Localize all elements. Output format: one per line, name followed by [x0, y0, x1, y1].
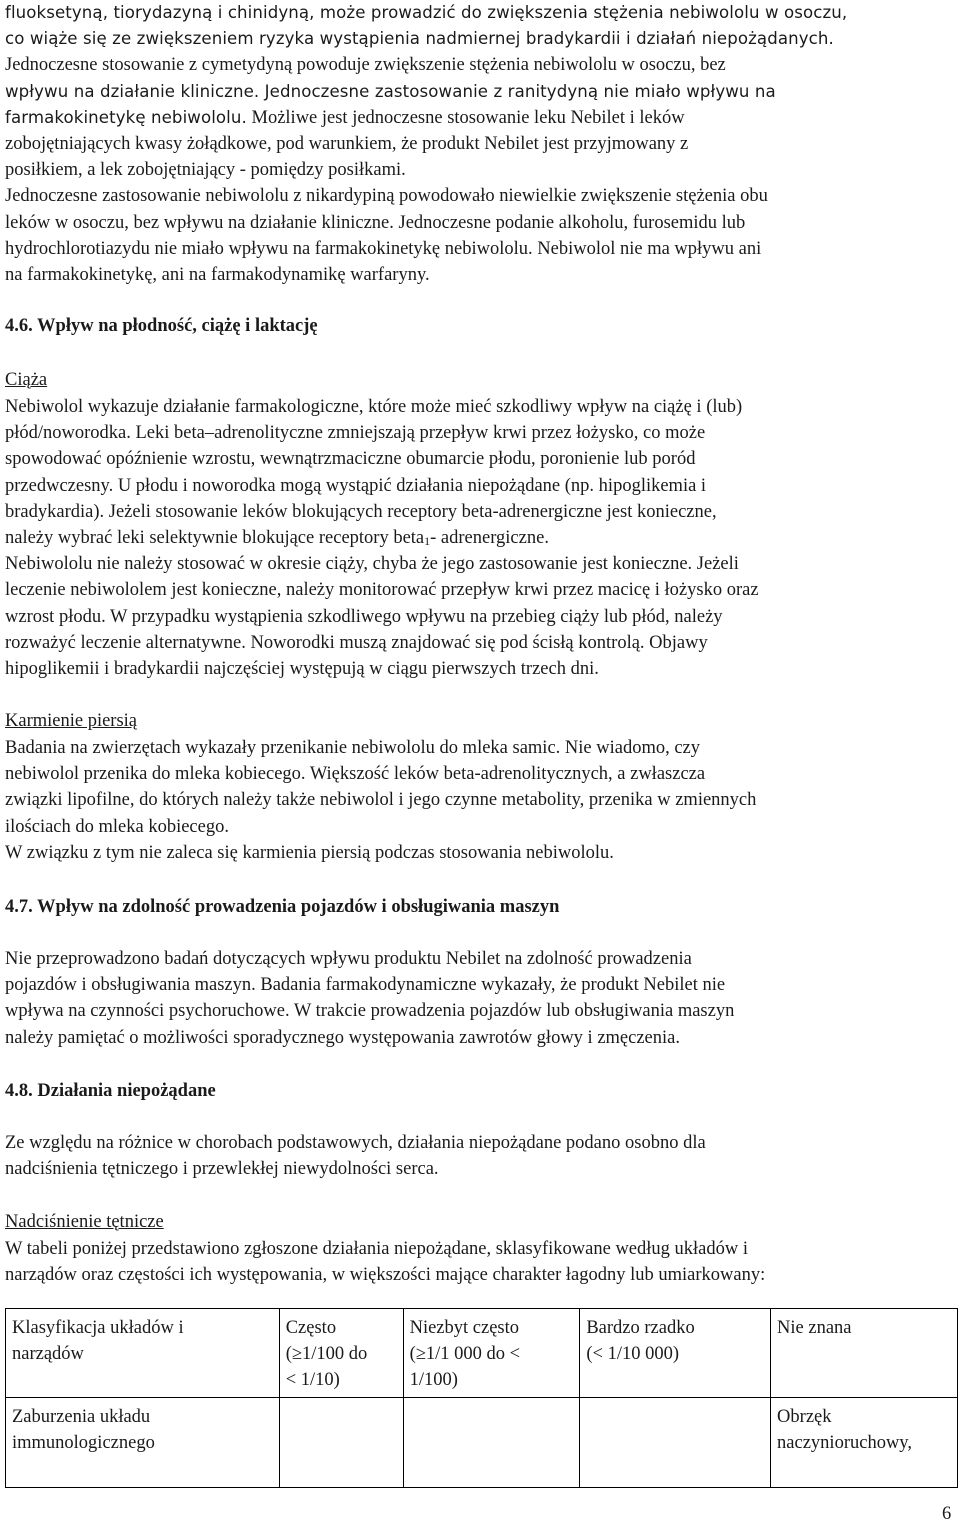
text-line — [5, 105, 950, 131]
cell-line: Bardzo rzadko — [586, 1318, 695, 1338]
cell-line: Zaburzenia układu — [12, 1407, 151, 1427]
text-fragment: - adrenergiczne. — [430, 528, 549, 549]
pregnancy-paragraph — [5, 394, 950, 682]
cell-line: (< 1/10 000) — [586, 1344, 679, 1364]
header-cell-common — [279, 1309, 403, 1398]
text-line: fluoksetyną, tiorydazyną i chinidyną, może prowadzić do zwiększenia stężenia nebiwololu w osoczu, — [5, 3, 848, 22]
header-cell-not-known — [771, 1309, 958, 1398]
cell-line: immunologicznego — [12, 1433, 155, 1453]
text-line: hipoglikemii i bradykardii najczęściej występują w ciągu pierwszych trzech dni. — [5, 659, 599, 680]
text-line: posiłkiem, a lek zobojętniający - pomiędzy posiłkami. — [5, 160, 406, 181]
subscript: 1 — [424, 534, 431, 549]
driving-paragraph — [5, 946, 950, 1051]
subheading-pregnancy: Ciąża — [5, 370, 48, 390]
text-line: wpływa na czynności psychoruchowe. W trakcie prowadzenia pojazdów lub obsługiwania maszyn — [5, 1001, 735, 1022]
cell-line: narządów — [12, 1344, 84, 1364]
text-line: pojazdów i obsługiwania maszyn. Badania farmakodynamiczne wykazały, że produkt Nebilet nie — [5, 975, 726, 996]
cell-line: naczynioruchowy, — [777, 1433, 912, 1453]
cell-line: Niezbyt często — [409, 1318, 520, 1338]
text-line: nebiwolol przenika do mleka kobiecego. Większość leków beta-adrenolitycznych, a zwłaszcza — [5, 764, 706, 785]
text-line: W związku z tym nie zaleca się karmienia piersią podczas stosowania nebiwololu. — [5, 842, 614, 863]
text-fragment: farmakokinetykę nebiwololu. — [5, 107, 247, 127]
cell-line: 1/100) — [409, 1370, 458, 1390]
text-line: Nebiwololu nie należy stosować w okresie ciąży, chyba że jego zastosowanie jest konieczne. Jeżeli — [5, 554, 739, 575]
text-line: Badania na zwierzętach wykazały przenikanie nebiwololu do mleka samic. Nie wiadomo, czy — [5, 738, 701, 758]
table-cell — [771, 1398, 958, 1488]
cell-line: Klasyfikacja układów i — [12, 1318, 184, 1338]
text-line: W tabeli poniżej przedstawiono zgłoszone działania niepożądane, sklasyfikowane według układów i — [5, 1239, 749, 1259]
text-line: ilościach do mleka kobiecego. — [5, 816, 229, 837]
text-line: należy pamiętać o możliwości sporadycznego występowania zawrotów głowy i zmęczenia. — [5, 1027, 680, 1048]
cell-line: (≥1/100 do — [285, 1344, 368, 1364]
hypertension-paragraph — [5, 1236, 950, 1288]
page-number: 6 — [942, 1504, 952, 1524]
adverse-reactions-table — [5, 1308, 958, 1488]
text-line: co wiąże się ze zwiększeniem ryzyka wystąpienia nadmiernej bradykardii i działań niepożądanych. — [5, 29, 834, 49]
text-line: wzrost płodu. W przypadku wystąpienia szkodliwego wpływu na przebieg ciąży lub płód, należy — [5, 606, 723, 627]
text-line: nadciśnienia tętniczego i przewlekłej niewydolności serca. — [5, 1159, 439, 1180]
text-line: przedwczesny. U płodu i noworodka mogą wystąpić działania niepożądane (np. hipoglikemia i — [5, 475, 707, 496]
subheading-hypertension: Nadciśnienie tętnicze — [5, 1212, 164, 1232]
section-heading-4-7: 4.7. Wpływ na zdolność prowadzenia pojazdów i obsługiwania maszyn — [5, 897, 560, 917]
text-line: leczenie nebiwololem jest konieczne, należy monitorować przepływ krwi przez macicę i łożysko oraz — [5, 580, 759, 601]
text-line: narządów oraz częstości ich występowania, w większości mające charakter łagodny lub umiarkowany: — [5, 1265, 766, 1286]
cell-line: Nie znana — [777, 1318, 852, 1338]
table-cell — [403, 1398, 580, 1488]
table-cell — [6, 1398, 280, 1488]
text-line: zobojętniających kwasy żołądkowe, pod warunkiem, że produkt Nebilet jest przyjmowany z — [5, 134, 689, 155]
adverse-intro-paragraph — [5, 1130, 950, 1182]
cell-line: (≥1/1 000 do < — [409, 1344, 521, 1364]
cell-line: Często — [285, 1318, 337, 1338]
text-line: wpływu na działanie kliniczne. Jednoczesne zastosowanie z ranitydyną nie miało wpływu na — [5, 81, 776, 101]
table-cell — [580, 1398, 771, 1488]
section-heading-4-6: 4.6. Wpływ na płodność, ciążę i laktację — [5, 316, 318, 336]
text-line: Jednoczesne stosowanie z cymetydyną powoduje zwiększenie stężenia nebiwololu w osoczu, bez — [5, 55, 726, 76]
text-fragment: Możliwe jest jednoczesne stosowanie leku Nebilet i leków — [246, 107, 685, 128]
text-line: na farmakokinetykę, ani na farmakodynamikę warfaryny. — [5, 265, 430, 286]
text-line: rozważyć leczenie alternatywne. Noworodki muszą znajdować się pod ścisłą kontrolą. Objawy — [5, 632, 708, 653]
interactions-paragraph — [5, 0, 950, 288]
text-line: spowodować opóźnienie wzrostu, wewnątrzmaciczne obumarcie płodu, poronienie lub poród — [5, 449, 696, 470]
text-line: Nebiwolol wykazuje działanie farmakologiczne, które może mieć szkodliwy wpływ na ciążę i (lub) — [5, 397, 743, 417]
subheading-breastfeeding: Karmienie piersią — [5, 711, 138, 731]
cell-line: Obrzęk — [777, 1407, 832, 1427]
cell-line: < 1/10) — [285, 1370, 340, 1390]
text-line: leków w osoczu, bez wpływu na działanie kliniczne. Jednoczesne podanie alkoholu, furosemidu lub — [5, 212, 746, 233]
section-heading-4-8: 4.8. Działania niepożądane — [5, 1081, 216, 1101]
text-line: Nie przeprowadzono badań dotyczących wpływu produktu Nebilet na zdolność prowadzenia — [5, 949, 692, 969]
header-cell-uncommon — [403, 1309, 580, 1398]
text-line: płód/noworodka. Leki beta–adrenolityczne zmniejszają przepływ krwi przez łożysko, co może — [5, 423, 706, 444]
table-cell — [279, 1398, 403, 1488]
text-line: bradykardia). Jeżeli stosowanie leków blokujących receptory beta-adrenergiczne jest konieczne, — [5, 501, 717, 522]
text-line — [5, 525, 950, 551]
breastfeeding-paragraph — [5, 735, 950, 866]
header-cell-classification — [6, 1309, 280, 1398]
text-line: Ze względu na różnice w chorobach podstawowych, działania niepożądane podano osobno dla — [5, 1133, 706, 1153]
text-line: Jednoczesne zastosowanie nebiwololu z nikardypiną powodowało niewielkie zwiększenie stężenia obu — [5, 186, 768, 207]
table-row — [6, 1398, 958, 1488]
header-cell-very-rare — [580, 1309, 771, 1398]
text-fragment: należy wybrać leki selektywnie blokujące receptory beta — [5, 528, 425, 549]
text-line: hydrochlorotiazydu nie miało wpływu na farmakokinetykę nebiwololu. Nebiwolol nie ma wpływu ani — [5, 238, 762, 259]
table-header-row — [6, 1309, 958, 1398]
text-line: związki lipofilne, do których należy także nebiwolol i jego czynne metabolity, przenika w zmiennych — [5, 790, 757, 811]
